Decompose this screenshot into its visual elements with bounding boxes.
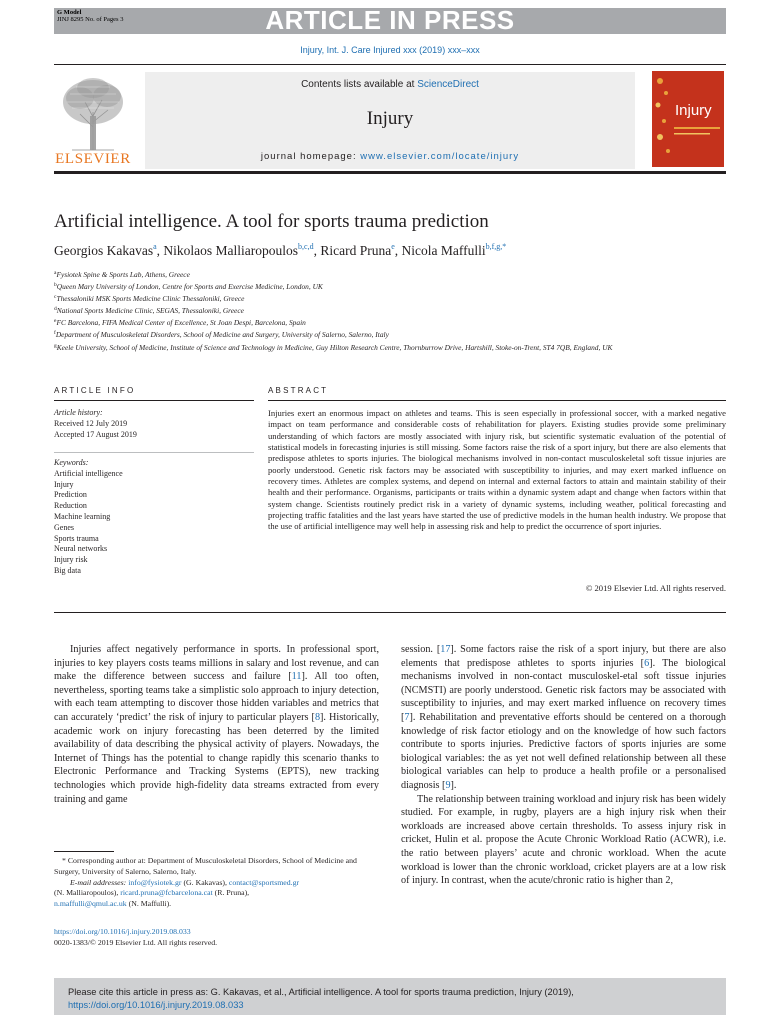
doi-link[interactable]: https://doi.org/10.1016/j.injury.2019.08.033 xyxy=(54,927,191,936)
journal-cover-image xyxy=(652,71,724,167)
footnote-star: * xyxy=(62,856,66,865)
accepted-date: Accepted 17 August 2019 xyxy=(54,429,137,439)
masthead-rule xyxy=(54,171,726,174)
journal-name: Injury xyxy=(366,108,414,129)
author-name: Ricard Pruna xyxy=(320,243,392,258)
affiliation-text: National Sports Medicine Clinic, SEGAS, Thessaloniki, Greece xyxy=(56,306,244,316)
affiliation-text: Queen Mary University of London, Centre for Sports and Exercise Medicine, London, UK xyxy=(56,282,323,292)
article-info-heading: ARTICLE INFO xyxy=(54,386,136,395)
affiliation-item xyxy=(54,292,654,304)
affiliation-marker: f xyxy=(54,330,56,337)
reference-link[interactable]: 9 xyxy=(445,779,451,791)
model-code: JINJ 8295 No. of Pages 3 xyxy=(57,16,124,23)
affiliation-text: FC Barcelona, FIFA Medical Center of Excellence, St Joan Despi, Barcelona, Spain xyxy=(56,318,306,328)
history-label: Article history: xyxy=(54,408,103,417)
contents-prefix: Contents lists available at xyxy=(301,79,418,90)
keyword-item: Machine learning xyxy=(54,511,111,521)
affiliation-text: Fysiotek Spine & Sports Lab, Athens, Greece xyxy=(56,270,190,279)
affiliation-marker: g xyxy=(54,342,57,349)
author-affiliation-marker[interactable]: e xyxy=(391,242,395,251)
affiliation-item xyxy=(54,280,654,292)
journal-homepage xyxy=(145,151,635,162)
cite-doi-link[interactable]: https://doi.org/10.1016/j.injury.2019.08.033 xyxy=(68,999,244,1010)
reference-link[interactable]: 11 xyxy=(291,671,302,683)
keyword-item: Reduction xyxy=(54,501,87,511)
keywords-label: Keywords: xyxy=(54,458,89,467)
article-in-press-banner: ARTICLE IN PRESS xyxy=(265,5,515,35)
affiliation-text: Keele University, School of Medicine, Institute of Science and Technology in Medicine, Guy Hilton Research Centre, Thornburrow Drive, Hartshill, Stoke-on-Trent, ST4 7QB, England, UK xyxy=(56,342,613,352)
author-name: Georgios Kakavas xyxy=(54,243,154,258)
corresponding-author-footnote: * Corresponding author at: Department of Musculoskeletal Disorders, School of Medicine and Surgery, University of Salerno, Salerno, Italy. E-mail addresses: info@fysiotek.gr (G. Kakavas), contact@sportsmed.gr (N. Malliaropoulos), ricard.pruna@fcbarcelona.cat (R. Pruna), n.maffulli@qmul.ac.uk (N. Maffulli). xyxy=(54,856,357,909)
author-separator: , xyxy=(313,243,321,258)
history-divider xyxy=(54,452,254,453)
author-affiliation-marker[interactable]: a xyxy=(153,242,157,251)
abstract-text: Injuries exert an enormous impact on athletes and teams. This is seen especially in professional soccer, with a marked negative impact on team performance and considerable costs of rehabilitation for players. Existing studies provide some preliminary understanding of which factors are mostly associated with injury risk, but scientific systematic evaluation of the potential of statistical models in forecasting injuries is still missing. Some factors raise the risk of a sport injury, but there are also elements that predispose athletes to sports injuries. The biological mechanisms involved in non-contact musculoskeletal soft tissue injuries are poorly understood. Genetic risk factors may be associated with susceptibility to injuries, and may exert marked influence on recovery times. Athletes are complex systems, and depend on internal and external factors to attain and maintain stability of their health and their performance. Organisms, participants or traits within a dynamic system adapt and change when factors within that system change. Scientists routinely predict risk in a variety of dynamic systems, including weather, political forecasting and projecting traffic fatalities and the last years have started the use of predictive models in the human health industry. We propose that the use of artificial intelligence may well help in assessing risk and help to predict the occurrence of sport injuries. xyxy=(268,408,726,532)
reference-link[interactable]: 7 xyxy=(404,711,410,723)
author-name: Nicola Maffulli xyxy=(401,243,486,258)
email-label: E-mail addresses: xyxy=(70,877,127,887)
affiliation-item xyxy=(54,304,654,316)
sciencedirect-link[interactable]: ScienceDirect xyxy=(417,79,479,90)
model-label: G Model xyxy=(57,9,82,16)
affiliation-list xyxy=(54,268,654,353)
homepage-prefix: journal homepage: xyxy=(260,151,361,162)
keyword-item: Injury xyxy=(54,479,74,489)
email-link[interactable]: ricard.pruna@fcbarcelona.cat xyxy=(120,888,213,898)
affiliation-marker: d xyxy=(54,306,57,313)
affiliation-text: Department of Musculoskeletal Disorders, School of Medicine and Surgery, University of Salerno, Salerno, Italy xyxy=(55,330,389,340)
keyword-item: Genes xyxy=(54,522,74,532)
article-info-rule xyxy=(54,400,254,401)
corresponding-text: Corresponding author at: Department of Musculoskeletal Disorders, School of Medicine and Surgery, University of Salerno, Salerno, Italy. xyxy=(54,856,357,876)
email-link[interactable]: contact@sportsmed.gr xyxy=(228,877,300,887)
keyword-item: Injury risk xyxy=(54,555,88,565)
homepage-link[interactable]: www.elsevier.com/locate/injury xyxy=(360,151,520,162)
body-column-left xyxy=(54,643,379,806)
author-affiliation-marker[interactable]: b,c,d xyxy=(298,242,314,251)
body-paragraph: session. [17]. Some factors raise the risk of a sport injury, but there are also elements that predispose athletes to sports injuries [6]. The biological mechanisms involved in non-contact musculoskel-etal soft tissue injuries (NCMSTI) are poorly understood. Genetic risk factors may be associated with susceptibility to injuries, and may exert marked influence on recovery times [7]. Rehabilitation and preventative efforts should be centered on a thorough knowledge of risk factor etiology and on the knowledge of how such factors contribute to sports injuries. Predictive factors of sports injuries are some biological variables: the as yet not well defined relationship between all these biological variables can help to produce a health profile or a personalised diagnosis [9]. xyxy=(401,644,726,791)
reference-link[interactable]: 8 xyxy=(314,711,321,723)
abstract-copyright: © 2019 Elsevier Ltd. All rights reserved. xyxy=(585,583,726,593)
reference-link[interactable]: 17 xyxy=(440,644,451,655)
author-separator: , xyxy=(156,243,164,258)
abstract-rule xyxy=(268,400,726,401)
affiliation-marker: a xyxy=(54,270,57,276)
email-link[interactable]: n.maffulli@qmul.ac.uk xyxy=(54,899,127,909)
header-divider xyxy=(54,64,726,65)
affiliation-marker: e xyxy=(54,318,57,325)
received-date: Received 12 July 2019 xyxy=(54,418,128,428)
body-paragraph: The relationship between training workload and injury risk has been widely studied. For example, in rugby, players are a high injury risk when their workloads are increased above certain thresholds. To assess injury risk in cricket, Hulin et al. propose the Acute Chronic Workload Ratio (ACWR), i.e. the ratio between players’ acute and chronic workload. When the acute workload is lower than the chronic workload, cricket players are at a low risk of injury. In contrast, when the acute/chronic ratio is higher than 2, xyxy=(401,793,726,887)
affiliation-item xyxy=(54,341,654,353)
author-name: Nikolaos Malliaropoulos xyxy=(163,243,299,258)
doi-block xyxy=(54,926,379,948)
keywords-block xyxy=(54,458,254,577)
keyword-item: Prediction xyxy=(54,490,87,500)
journal-citation-link[interactable]: Injury, Int. J. Care Injured xxx (2019) xxx–xxx xyxy=(300,45,480,55)
reference-link[interactable]: 6 xyxy=(644,657,650,669)
body-paragraph: Injuries affect negatively performance in sports. In professional sport, injuries to key players costs teams millions in salary and lost revenue, and can make the difference between success and failure [11]. All too often, nevertheless, sporting teams take a simplistic solo approach to injury detection, with each team attempting to discover those hidden variables and metrics that can accurately ‘predict’ the risk of injury to particular players [8]. Historically, academic work on injury forecasting has been deterred by the limited availability of data describing the physical activity of players. Nowadays, the Internet of Things has the potential to change rapidly this scenario thanks to Electronic Performance and Tracking Systems (EPTS), new tracking technologies which provide high-fidelity data streams extracted from every training and game xyxy=(54,644,379,805)
affiliation-item xyxy=(54,328,654,340)
affiliation-item xyxy=(54,268,654,280)
contents-line xyxy=(145,79,635,90)
article-history xyxy=(54,408,254,440)
author-list xyxy=(54,242,726,259)
abstract-heading: ABSTRACT xyxy=(268,386,329,395)
elsevier-wordmark: ELSEVIER xyxy=(55,151,131,167)
cite-box-text: Please cite this article in press as: G. Kakavas, et al., Artificial intelligence. A tool for sports trauma prediction, Injury (2019), https://doi.org/10.1016/j.injury.2019.08.033 xyxy=(68,987,574,1010)
keyword-item: Big data xyxy=(54,565,81,575)
issn-line: 0020-1383/© 2019 Elsevier Ltd. All rights reserved. xyxy=(54,938,218,947)
keyword-item: Artificial intelligence xyxy=(54,468,123,478)
body-column-right xyxy=(401,643,726,888)
affiliation-text: Thessaloniki MSK Sports Medicine Clinic Thessaloniki, Greece xyxy=(56,294,245,304)
cover-title: Injury xyxy=(675,102,712,119)
email-link[interactable]: info@fysiotek.gr xyxy=(128,877,182,887)
footnote-rule xyxy=(54,851,114,852)
author-affiliation-marker[interactable]: b,f,g,* xyxy=(485,242,507,251)
affiliation-item xyxy=(54,316,654,328)
abstract-bottom-rule xyxy=(54,612,726,613)
keyword-item: Sports trauma xyxy=(54,533,99,543)
affiliation-marker: b xyxy=(54,282,57,289)
keyword-item: Neural networks xyxy=(54,544,108,554)
article-title: Artificial intelligence. A tool for sports trauma prediction xyxy=(54,211,489,232)
affiliation-marker: c xyxy=(54,294,57,301)
author-separator: , xyxy=(394,243,402,258)
